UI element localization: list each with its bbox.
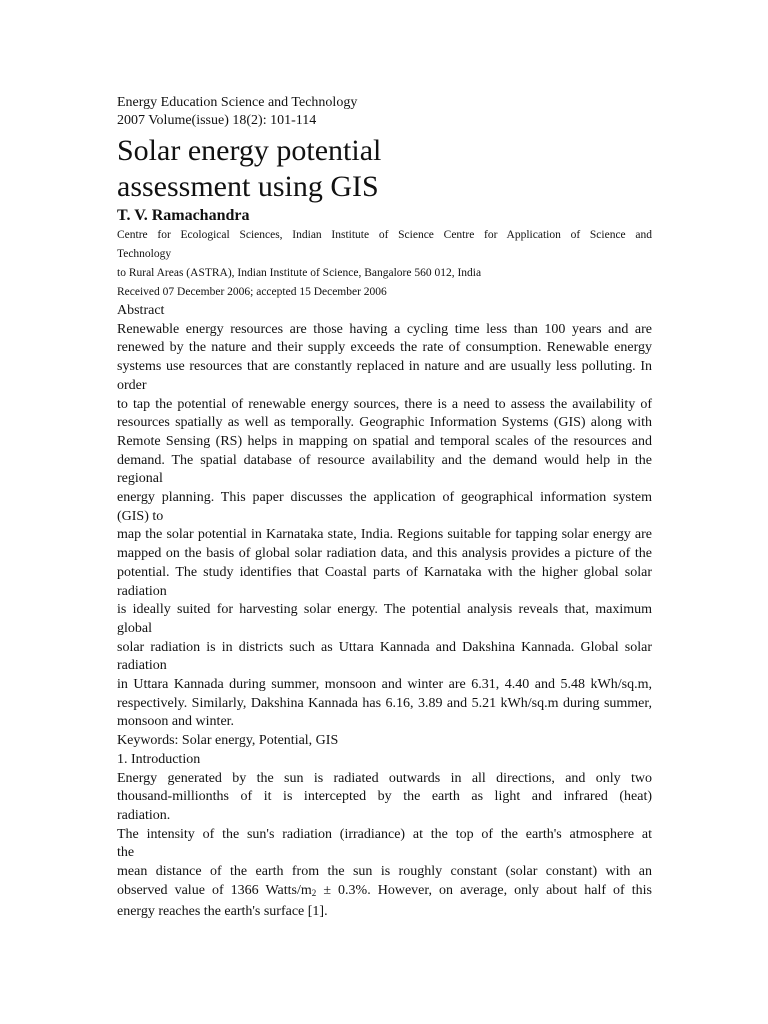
affiliation-line-1: Centre for Ecological Sciences, Indian Institute of Science Centre for Application of Science and <box>117 229 652 241</box>
section-heading-introduction: 1. Introduction <box>117 751 201 767</box>
abstract-line: respectively. Similarly, Dakshina Kannada has 6.16, 3.89 and 5.21 kWh/sq.m during summer, <box>117 695 652 711</box>
intro-line-solar-constant <box>117 882 652 903</box>
abstract-line: mapped on the basis of global solar radiation data, and this analysis provides a picture of the <box>117 546 652 562</box>
abstract-line: regional <box>117 471 163 487</box>
abstract-line: solar radiation is in districts such as Uttara Kannada and Dakshina Kannada. Global solar <box>117 639 652 655</box>
abstract-text <box>117 321 652 732</box>
abstract-line: map the solar potential in Karnataka state, India. Regions suitable for tapping solar energy are <box>117 527 652 543</box>
title-line-2: assessment using GIS <box>117 170 379 203</box>
abstract-line: global <box>117 620 152 636</box>
abstract-line: Remote Sensing (RS) helps in mapping on spatial and temporal scales of the resources and <box>117 433 652 449</box>
intro-line: Energy generated by the sun is radiated outwards in all directions, and only two <box>117 770 652 786</box>
abstract-line: to tap the potential of renewable energy sources, there is a need to assess the availability of <box>117 396 652 412</box>
abstract-line: demand. The spatial database of resource availability and the demand would help in the <box>117 452 652 468</box>
abstract-line: potential. The study identifies that Coastal parts of Karnataka with the higher global solar <box>117 564 652 580</box>
abstract-line: systems use resources that are constantly replaced in nature and are usually less polluting. In <box>117 359 652 375</box>
introduction-text <box>117 770 652 922</box>
abstract-line: (GIS) to <box>117 508 164 524</box>
paper-content <box>117 94 652 921</box>
abstract-line: monsoon and winter. <box>117 714 235 730</box>
intro-line: mean distance of the earth from the sun is roughly constant (solar constant) with an <box>117 864 652 880</box>
intro-line: thousand-millionths of it is intercepted by the earth as light and infrared (heat) <box>117 789 652 805</box>
affiliation-line-3: to Rural Areas (ASTRA), Indian Institute of Science, Bangalore 560 012, India <box>117 267 482 279</box>
affiliation-line-2: Technology <box>117 248 172 260</box>
journal-name: Energy Education Science and Technology <box>117 95 358 110</box>
intro-line: energy reaches the earth's surface [1]. <box>117 903 328 919</box>
abstract-line: Renewable energy resources are those having a cycling time less than 100 years and are <box>117 321 652 337</box>
paper-title <box>117 133 652 205</box>
abstract-line: order <box>117 377 147 393</box>
abstract-line: in Uttara Kannada during summer, monsoon and winter are 6.31, 4.40 and 5.48 kWh/sq.m, <box>117 677 652 693</box>
solar-constant-text: observed value of 1366 Watts/m <box>117 882 312 898</box>
abstract-heading: Abstract <box>117 303 165 318</box>
abstract-line: radiation <box>117 658 167 674</box>
intro-line: radiation. <box>117 807 171 823</box>
affiliation <box>117 226 652 283</box>
abstract-line: renewed by the nature and their supply exceeds the rate of consumption. Renewable energy <box>117 340 652 356</box>
received-dates: Received 07 December 2006; accepted 15 December 2006 <box>117 286 387 298</box>
intro-line: The intensity of the sun's radiation (irradiance) at the top of the earth's atmosphere at <box>117 826 652 842</box>
journal-volume: 2007 Volume(issue) 18(2): 101-114 <box>117 113 317 128</box>
author-name: T. V. Ramachandra <box>117 207 250 224</box>
intro-line: the <box>117 845 135 861</box>
abstract-line: energy planning. This paper discusses the application of geographical information system <box>117 490 652 506</box>
abstract-line: is ideally suited for harvesting solar energy. The potential analysis reveals that, maximum <box>117 602 652 618</box>
solar-constant-rest: ± 0.3%. However, on average, only about half of this <box>316 882 652 898</box>
superscript-2: 2 <box>311 887 317 898</box>
abstract-line: resources spatially as well as temporally. Geographic Information Systems (GIS) along with <box>117 415 652 431</box>
abstract-line: radiation <box>117 583 167 599</box>
title-line-1: Solar energy potential <box>117 134 382 167</box>
keywords: Keywords: Solar energy, Potential, GIS <box>117 733 339 749</box>
